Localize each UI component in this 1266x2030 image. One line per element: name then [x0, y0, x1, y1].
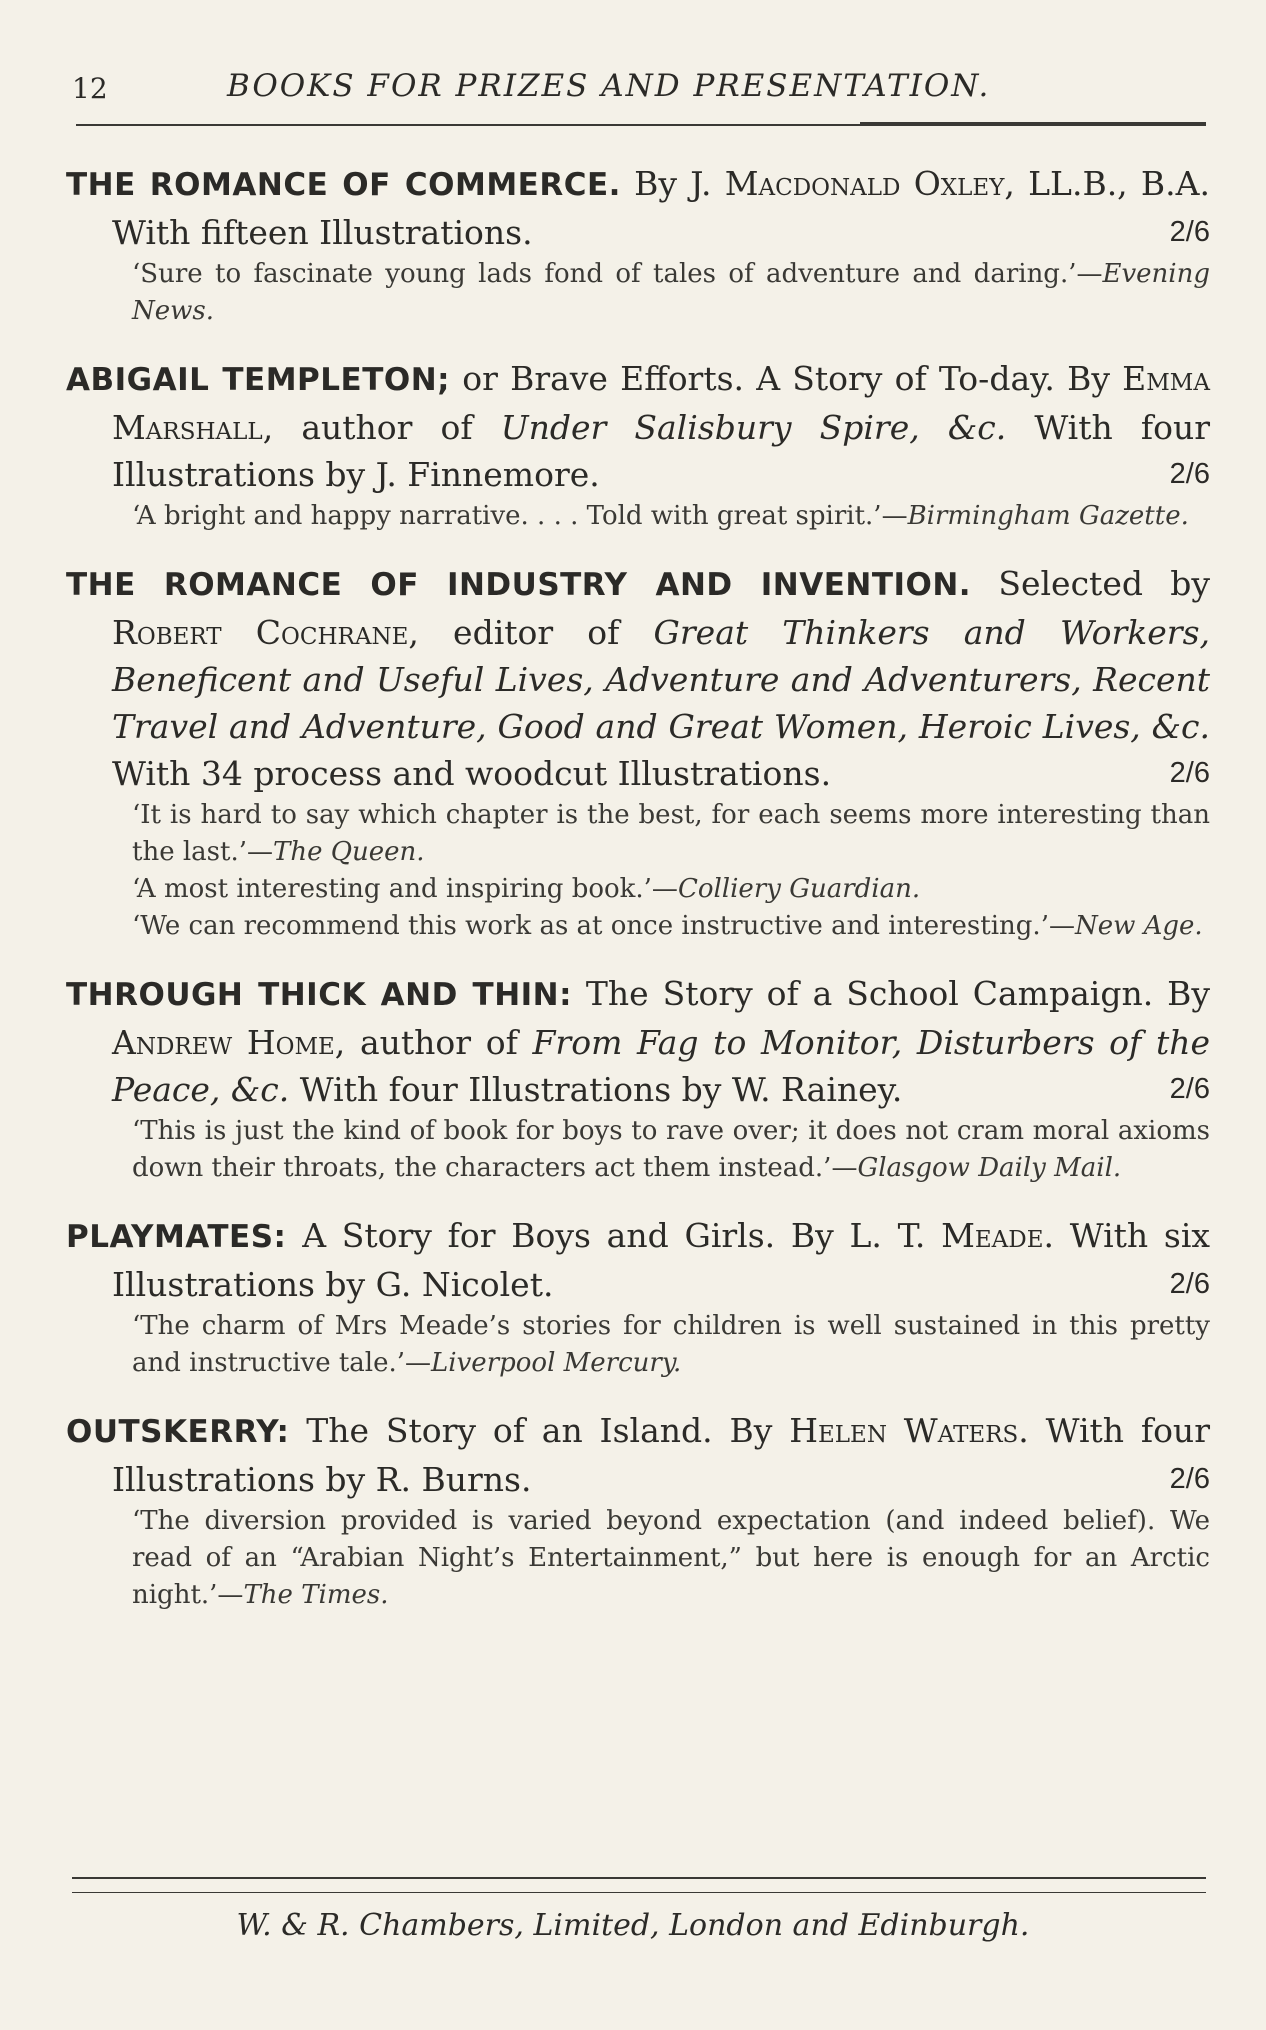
book-subtitle: Selected by — [998, 564, 1211, 603]
author-name: Emma Marshall, — [112, 359, 1210, 447]
book-description — [66, 160, 1210, 256]
book-entry — [66, 355, 1210, 535]
review-text: ‘The charm of Mrs Meade’s stories for children is well sustained in this pretty and instructive tale.’— — [132, 1311, 1210, 1378]
review-quote — [66, 1503, 1210, 1614]
book-details: LL.B., B.A. With fifteen Illustrations. — [112, 164, 1210, 252]
book-subtitle: The Story of an Island. By — [306, 1411, 773, 1450]
author-name: Robert Cochrane, — [112, 613, 419, 652]
book-description — [66, 560, 1210, 797]
book-subtitle: A Story for Boys and Girls. By L. T. — [302, 1216, 926, 1255]
review-text: ‘This is just the kind of book for boys to rave over; it does not cram moral axioms down their throats, the characters act them instead.’— — [132, 1116, 1210, 1183]
review-source: The Queen. — [272, 837, 425, 867]
book-description — [66, 355, 1210, 498]
author-name: Helen Waters. — [789, 1411, 1029, 1450]
review-quote — [66, 908, 1210, 945]
author-of-label: author of — [301, 408, 473, 447]
review-quote — [66, 1308, 1210, 1382]
book-details: With six Illustrations by G. Nicolet. — [112, 1216, 1210, 1304]
review-quote — [66, 498, 1210, 535]
book-price: 2/6 — [1169, 757, 1210, 789]
book-entry — [66, 560, 1210, 945]
review-source: New Age. — [1074, 911, 1203, 941]
review-source: The Times. — [243, 1580, 389, 1610]
book-subtitle: The Story of a School Campaign. By — [585, 974, 1210, 1013]
author-name: Meade. — [941, 1216, 1054, 1255]
footer-rule — [72, 1877, 1206, 1879]
book-title: THE ROMANCE OF COMMERCE. — [66, 167, 621, 203]
review-text: ‘A most interesting and inspiring book.’— — [132, 874, 678, 904]
page-number: 12 — [72, 72, 108, 105]
header-rule — [76, 124, 1206, 126]
book-title: THE ROMANCE OF INDUSTRY AND INVENTION. — [66, 567, 972, 603]
book-details: With 34 process and woodcut Illustrations. — [112, 754, 832, 793]
book-entry — [66, 1212, 1210, 1382]
publisher-footer: W. & R. Chambers, Limited, London and Edinburgh. — [236, 1908, 1030, 1943]
review-source: Glasgow Daily Mail. — [857, 1153, 1122, 1183]
review-source: Liverpool Mercury. — [431, 1348, 682, 1378]
byline: By J. — [634, 164, 712, 203]
book-subtitle: or Brave Efforts. A Story of To-day. By — [462, 359, 1110, 398]
book-title: THROUGH THICK AND THIN: — [66, 977, 573, 1013]
book-price: 2/6 — [1169, 1463, 1210, 1495]
author-of-label: editor of — [453, 613, 620, 652]
author-name: Macdonald Oxley, — [724, 164, 1015, 203]
book-price: 2/6 — [1169, 458, 1210, 490]
book-description — [66, 970, 1210, 1113]
review-quote — [66, 1113, 1210, 1187]
book-details: With four Illustrations by W. Rainey. — [299, 1070, 903, 1109]
book-title: ABIGAIL TEMPLETON; — [66, 362, 451, 398]
footer-rule-thin — [72, 1892, 1206, 1893]
book-title: OUTSKERRY: — [66, 1414, 290, 1450]
review-quote — [66, 871, 1210, 908]
review-source: Evening News. — [132, 259, 1210, 326]
book-details: With four Illustrations by R. Burns. — [112, 1411, 1210, 1499]
review-text: ‘A bright and happy narrative. . . . Told with great spirit.’— — [132, 501, 908, 531]
other-works: From Fag to Monitor, Disturbers of the Peace, &c. — [112, 1023, 1210, 1109]
review-quote — [66, 797, 1210, 871]
book-title: PLAYMATES: — [66, 1219, 287, 1255]
review-text: ‘It is hard to say which chapter is the best, for each seems more interesting than the last.’— — [132, 800, 1210, 867]
book-description — [66, 1212, 1210, 1308]
review-text: ‘Sure to fascinate young lads fond of tales of adventure and daring.’— — [132, 259, 1103, 289]
author-name: Andrew Home, — [112, 1023, 346, 1062]
review-text: ‘The diversion provided is varied beyond expectation (and indeed belief). We read of an “Arabian Night’s Entertainment,” but here is enough for an Arctic night.’— — [132, 1506, 1210, 1610]
book-details: With four Illustrations by J. Finnemore. — [112, 408, 1210, 494]
book-entry — [66, 1407, 1210, 1614]
book-entry — [66, 970, 1210, 1187]
book-description — [66, 1407, 1210, 1503]
header-rule-thick — [860, 122, 1206, 124]
author-of-label: author of — [359, 1023, 518, 1062]
book-price: 2/6 — [1169, 1268, 1210, 1300]
page-header — [72, 64, 1202, 108]
other-works: Under Salisbury Spire, &c. — [500, 408, 1007, 447]
running-title: BOOKS FOR PRIZES AND PRESENTATION. — [227, 68, 991, 104]
book-entry — [66, 160, 1210, 330]
review-quote — [66, 256, 1210, 330]
review-source: Birmingham Gazette. — [907, 501, 1189, 531]
review-source: Colliery Guardian. — [677, 874, 921, 904]
book-price: 2/6 — [1169, 1073, 1210, 1105]
review-text: ‘We can recommend this work as at once instructive and interesting.’— — [132, 911, 1075, 941]
book-price: 2/6 — [1169, 216, 1210, 248]
other-works: Great Thinkers and Workers, Beneficent and Useful Lives, Adventure and Adventurers, Recent Travel and Adventure, Good and Great Women, Heroic Lives, &c. — [112, 613, 1210, 746]
book-list — [66, 160, 1210, 1639]
